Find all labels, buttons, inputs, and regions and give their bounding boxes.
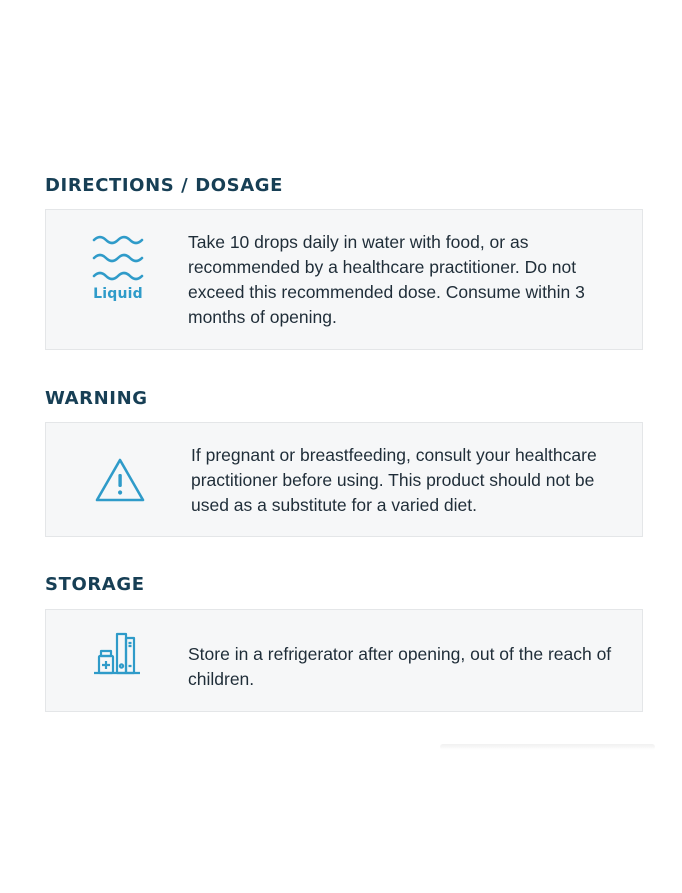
warning-icon-group <box>94 457 146 503</box>
storage-card <box>45 609 643 712</box>
warning-title: WARNING <box>45 388 148 409</box>
directions-title: DIRECTIONS / DOSAGE <box>45 175 284 196</box>
warning-text: If pregnant or breastfeeding, consult your healthcare practitioner before using. This product should not be used as a substitute for a varied diet. <box>191 445 597 515</box>
liquid-icon-group <box>90 234 146 302</box>
warning-triangle-icon <box>94 457 146 503</box>
storage-shelf-icon <box>92 630 142 678</box>
warning-card <box>45 422 643 537</box>
liquid-label: Liquid <box>93 286 143 302</box>
floating-shadow <box>440 744 655 750</box>
directions-text: Take 10 drops daily in water with food, or as recommended by a healthcare practitioner. Do not exceed this recommended dose. Consume within 3 months of opening. <box>188 232 585 327</box>
storage-title: STORAGE <box>45 574 145 595</box>
storage-text: Store in a refrigerator after opening, out of the reach of children. <box>188 644 612 689</box>
directions-card <box>45 209 643 350</box>
storage-icon-group <box>92 630 142 678</box>
liquid-waves-icon <box>91 234 145 288</box>
